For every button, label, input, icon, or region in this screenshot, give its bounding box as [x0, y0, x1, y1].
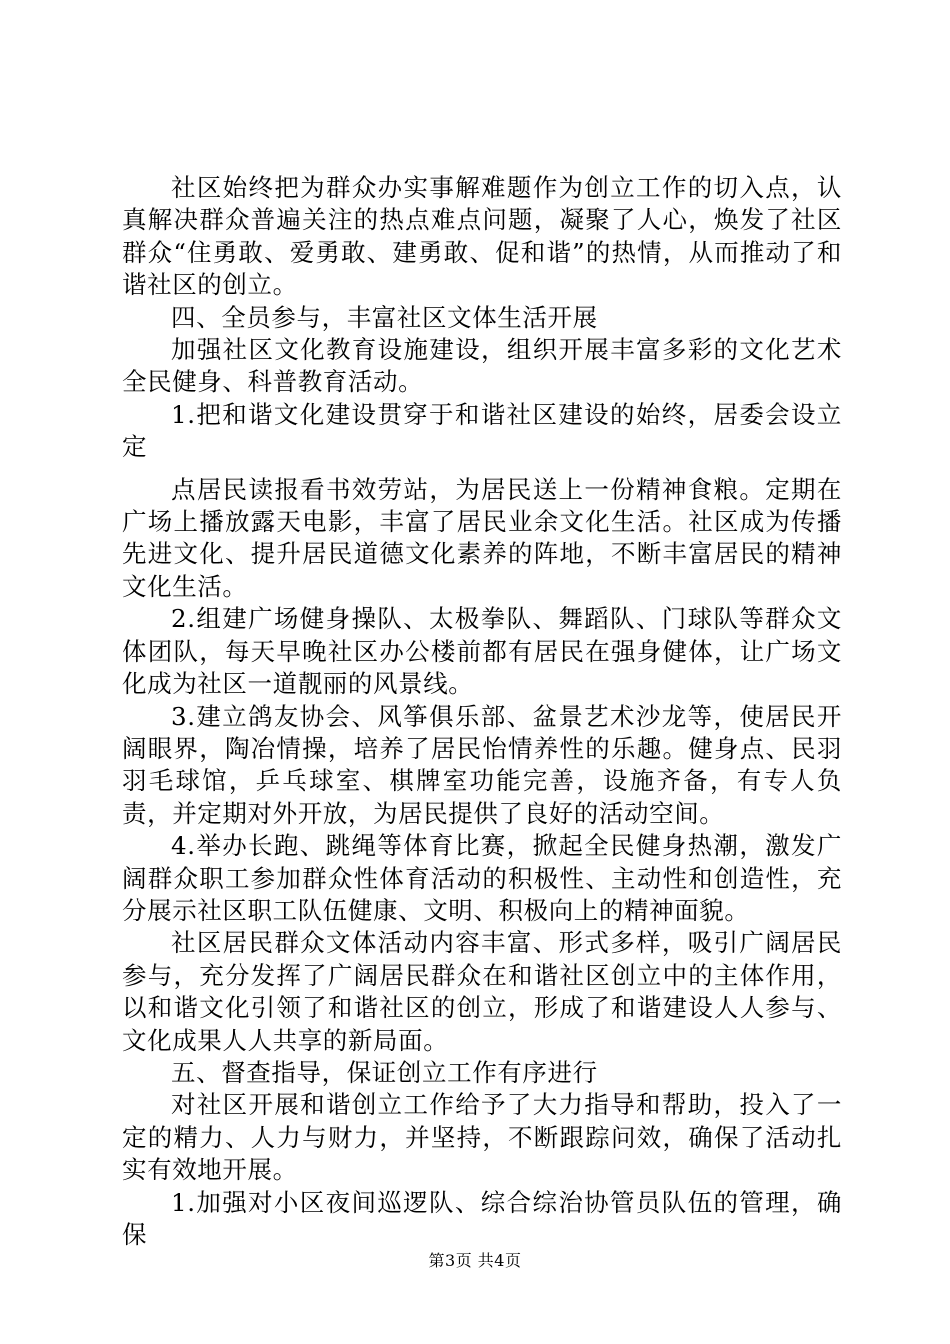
paragraph-item-2: 2.组建广场健身操队、太极拳队、舞蹈队、门球队等群众文体团队，每天早晚社区办公楼前都有居民在强身健体，让广场文化成为社区一道靓丽的风景线。	[122, 604, 842, 699]
page-footer: 第3页 共4页	[428, 1251, 522, 1270]
section-heading-five: 五、督查指导，保证创立工作有序进行	[171, 1057, 598, 1087]
section-heading-four: 四、全员参与，丰富社区文体生活开展	[171, 302, 598, 332]
document-body	[122, 172, 842, 1251]
paragraph-community-service: 社区始终把为群众办实事解难题作为创立工作的切入点，认真解决群众普遍关注的热点难点问题，凝聚了人心，焕发了社区群众“住勇敢、爱勇敢、建勇敢、促和谐”的热情，从而推动了和谐社区的创立。	[122, 173, 842, 300]
paragraph-culture-facilities: 加强社区文化教育设施建设，组织开展丰富多彩的文化艺术全民健身、科普教育活动。	[122, 335, 842, 397]
paragraph-item-4: 4.举办长跑、跳绳等体育比赛，掀起全民健身热潮，激发广阔群众职工参加群众性体育活动的积极性、主动性和创造性，充分展示社区职工队伍健康、文明、积极向上的精神面貌。	[122, 831, 842, 925]
paragraph-reading-station: 点居民读报看书效劳站，为居民送上一份精神食粮。定期在广场上播放露天电影，丰富了居民业余文化生活。社区成为传播先进文化、提升居民道德文化素养的阵地，不断丰富居民的精神文化生活。	[122, 474, 842, 601]
paragraph-patrol-item-1: 1.加强对小区夜间巡逻队、综合综治协管员队伍的管理，确保	[122, 1187, 842, 1249]
paragraph-item-1: 1.把和谐文化建设贯穿于和谐社区建设的始终，居委会设立定	[122, 399, 842, 462]
paragraph-supervision: 对社区开展和谐创立工作给予了大力指导和帮助，投入了一定的精力、人力与财力，并坚持，不断跟踪问效，确保了活动扎实有效地开展。	[122, 1090, 842, 1185]
paragraph-item-3: 3.建立鸽友协会、风筝俱乐部、盆景艺术沙龙等，使居民开阔眼界，陶冶情操，培养了居民怡情养性的乐趣。健身点、民羽羽毛球馆，乒乓球室、棋牌室功能完善，设施齐备，有专人负责，并定期对外开放，为居民提供了良好的活动空间。	[122, 701, 842, 828]
paragraph-activities-summary: 社区居民群众文体活动内容丰富、形式多样，吸引广阔居民参与，充分发挥了广阔居民群众在和谐社区创立中的主体作用，以和谐文化引领了和谐社区的创立，形成了和谐建设人人参与、文化成果人人共享的新局面。	[122, 928, 842, 1055]
